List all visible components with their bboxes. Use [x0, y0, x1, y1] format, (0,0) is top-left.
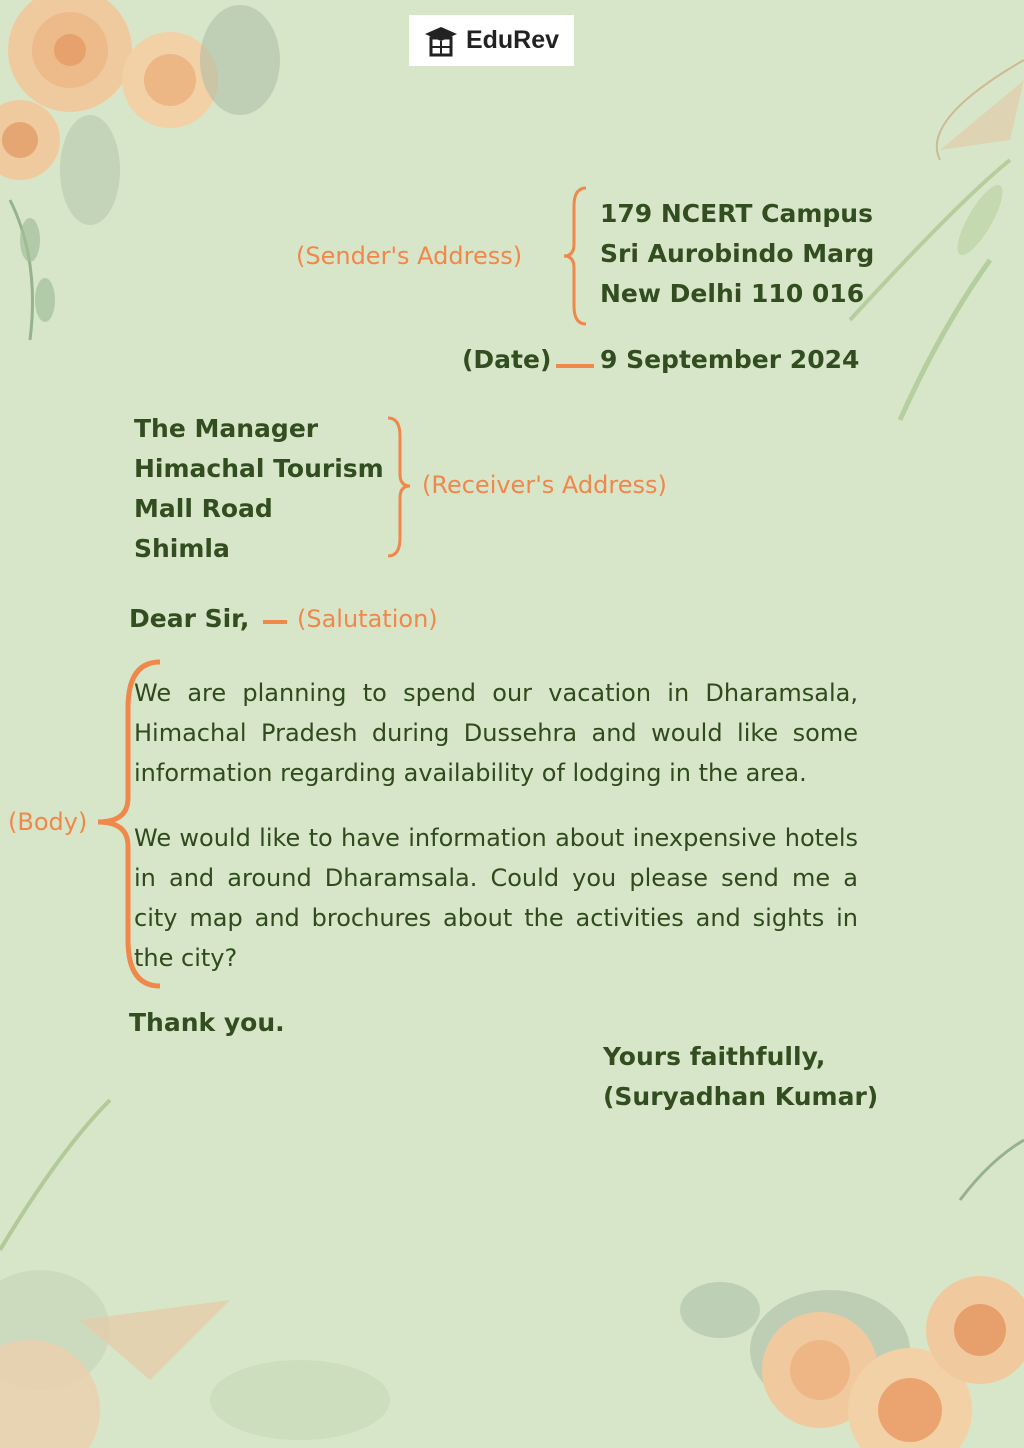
receiver-address-label: (Receiver's Address)	[422, 471, 667, 499]
graduation-cap-icon	[424, 25, 458, 57]
sender-address-label: (Sender's Address)	[296, 242, 523, 270]
body-label: (Body)	[8, 808, 88, 836]
brand-logo	[409, 15, 574, 66]
sender-brace	[562, 186, 592, 326]
salutation-connector	[263, 620, 287, 624]
receiver-line-4: Shimla	[134, 534, 230, 563]
sender-line-3: New Delhi 110 016	[600, 279, 865, 308]
salutation-label: (Salutation)	[297, 605, 438, 633]
body-paragraph-2: We would like to have information about inexpensive hotels in and around Dharamsala. Could you please send me a city map and brochures about the activities and sights in the city?	[134, 824, 858, 972]
date-connector	[556, 364, 594, 368]
receiver-line-1: The Manager	[134, 414, 319, 443]
date-value: 9 September 2024	[600, 345, 860, 374]
sign-off: Yours faithfully,	[603, 1042, 826, 1071]
receiver-line-3: Mall Road	[134, 494, 273, 523]
receiver-line-2: Himachal Tourism	[134, 454, 384, 483]
thanks-text: Thank you.	[129, 1008, 285, 1037]
brand-name: EduRev	[465, 26, 560, 54]
salutation-text: Dear Sir,	[129, 604, 250, 633]
date-label: (Date)	[462, 345, 552, 374]
body-paragraph-1: We are planning to spend our vacation in Dharamsala, Himachal Pradesh during Dussehra and would like some information regarding availability of lodging in the area.	[134, 679, 858, 787]
receiver-brace	[386, 416, 416, 558]
sender-line-1: 179 NCERT Campus	[600, 199, 873, 228]
sender-line-2: Sri Aurobindo Marg	[600, 239, 875, 268]
sender-name: (Suryadhan Kumar)	[603, 1082, 879, 1111]
